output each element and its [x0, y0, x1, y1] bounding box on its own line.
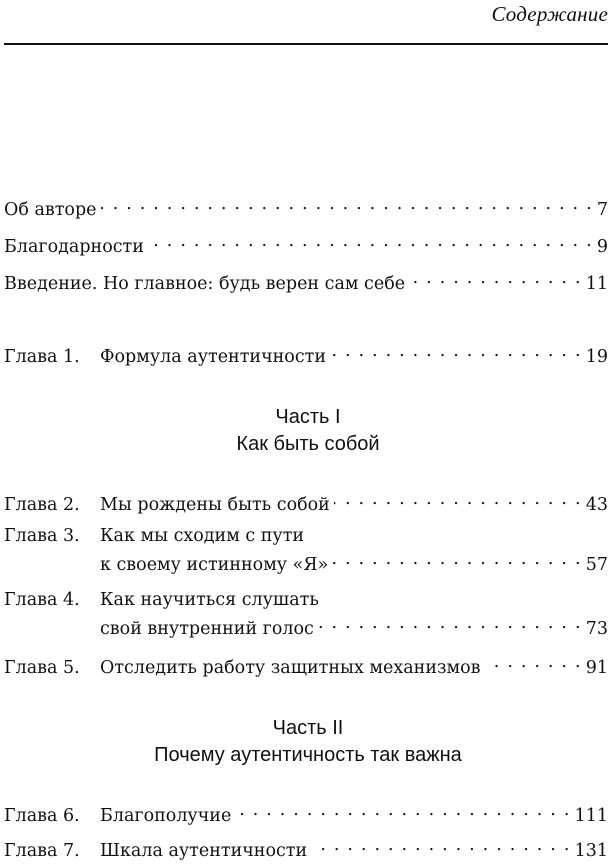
part-2-number: Часть II	[272, 717, 344, 739]
toc-entry-title: Благодарности	[4, 237, 144, 257]
leader-dots	[318, 612, 582, 634]
part-1-number: Часть I	[275, 406, 341, 428]
leader-dots	[332, 548, 582, 570]
toc-entry-chapter-5[interactable]	[4, 651, 608, 679]
toc-entry-page: 7	[596, 200, 608, 220]
leader-dots	[235, 799, 570, 821]
toc-entry-page: 57	[585, 555, 608, 575]
chapter-label: Глава 6.	[4, 806, 80, 826]
leader-dots	[148, 230, 593, 252]
toc-entry-title: Благополучие	[100, 806, 232, 826]
chapter-label: Глава 4.	[4, 590, 80, 610]
toc-entry-page: 131	[574, 841, 608, 861]
toc-entry-chapter-7[interactable]	[4, 834, 608, 862]
toc-entry-page: 19	[585, 347, 608, 367]
toc-entry-about-author[interactable]	[4, 193, 608, 221]
toc-entry-introduction[interactable]	[4, 267, 608, 295]
leader-dots	[334, 488, 582, 510]
toc-entry-title: к своему истинному «Я»	[100, 555, 329, 575]
chapter-label: Глава 1.	[4, 347, 80, 367]
leader-dots	[311, 834, 570, 856]
toc-entry-title: Формула аутентичности	[100, 347, 326, 367]
toc-entry-title: свой внутренний голос	[100, 619, 314, 639]
leader-dots	[330, 340, 582, 362]
toc-entry-page: 91	[585, 658, 608, 678]
toc-entry-chapter-6[interactable]	[4, 799, 608, 827]
toc-entry-page: 111	[574, 806, 608, 826]
running-head: Содержание	[491, 2, 608, 26]
toc-entry-title: Введение. Но главное: будь верен сам себе	[4, 274, 406, 294]
chapter-label: Глава 2.	[4, 495, 80, 515]
part-1-title: Как быть собой	[236, 433, 380, 455]
part-2-title: Почему аутентичность так важна	[154, 744, 462, 766]
toc-entry-chapter-3-line-2[interactable]	[4, 548, 608, 576]
toc-entry-chapter-4-line-2[interactable]	[4, 612, 608, 640]
chapter-label: Глава 7.	[4, 841, 80, 861]
toc-entry-chapter-4-line-1[interactable]	[4, 589, 608, 611]
leader-dots	[101, 193, 593, 215]
leader-dots	[485, 651, 582, 673]
toc-entry-page: 9	[596, 237, 608, 257]
toc-entry-title: Как мы сходим с пути	[100, 526, 305, 546]
toc-entry-title: Как научиться слушать	[100, 590, 319, 610]
toc-entry-chapter-1[interactable]	[4, 340, 608, 368]
toc-entry-page: 11	[585, 274, 608, 294]
toc-entry-chapter-3-line-1[interactable]	[4, 525, 608, 547]
chapter-label: Глава 5.	[4, 658, 80, 678]
toc-entry-title: Об авторе	[4, 200, 97, 220]
toc-entry-title: Мы рождены быть собой	[100, 495, 330, 515]
header-rule	[4, 43, 608, 45]
toc-entry-acknowledgements[interactable]	[4, 230, 608, 258]
toc-entry-page: 73	[585, 619, 608, 639]
leader-dots	[409, 267, 582, 289]
toc-entry-title: Шкала аутентичности	[100, 841, 308, 861]
toc-entry-page: 43	[585, 495, 608, 515]
toc-entry-chapter-2[interactable]	[4, 488, 608, 516]
chapter-label: Глава 3.	[4, 526, 80, 546]
toc-entry-title: Отследить работу защитных механизмов	[100, 658, 481, 678]
